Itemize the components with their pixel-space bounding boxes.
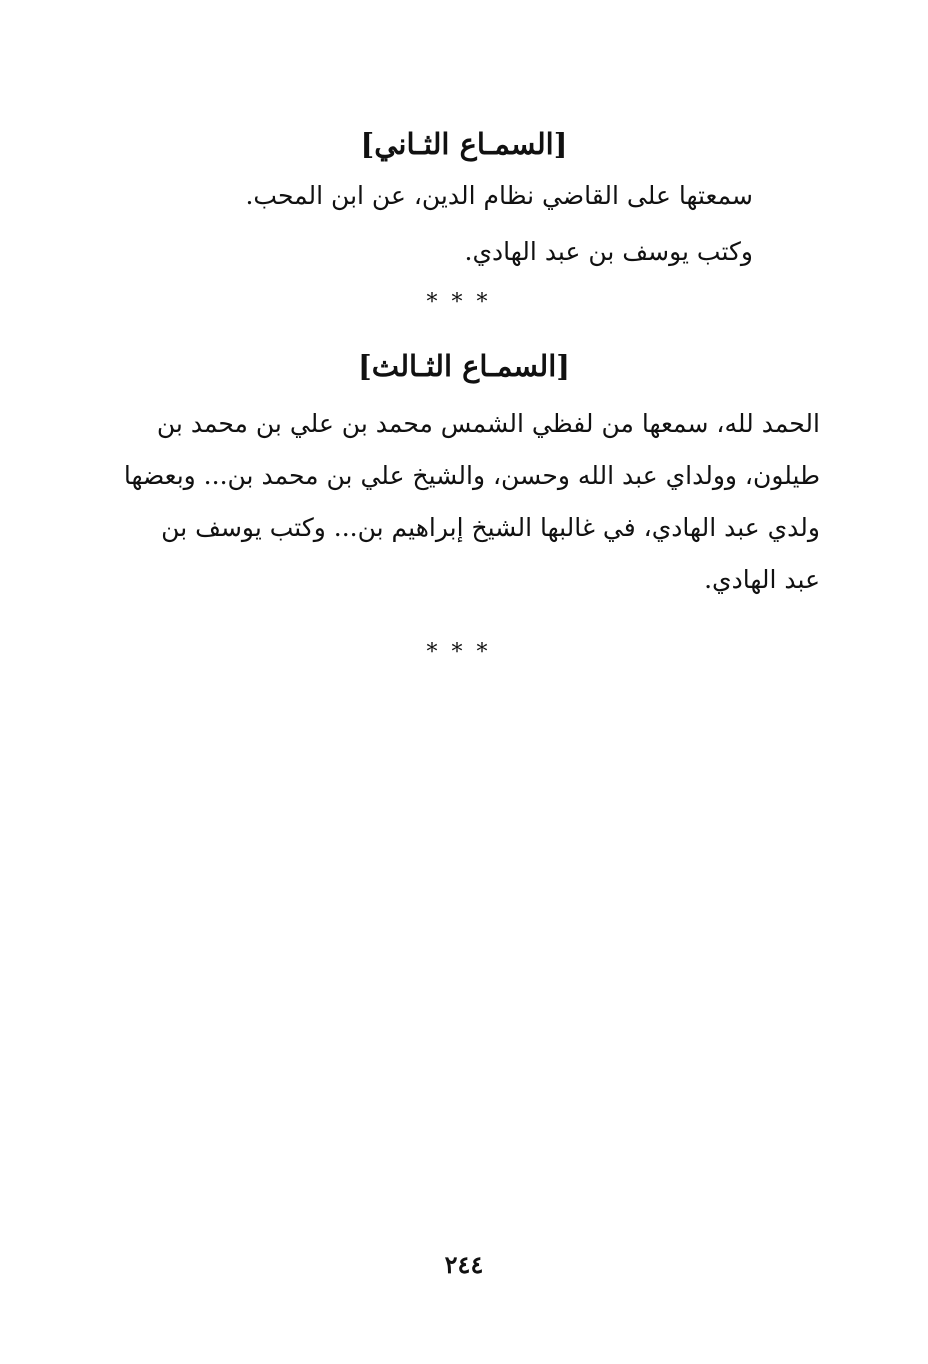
section-two-heading: [السمـاع الثـاني] (360, 127, 568, 161)
section-two-line: سمعتها على القاضي نظام الدين، عن ابن المحب. (245, 181, 753, 210)
separator-stars: *** (426, 290, 502, 315)
section-three-line: طيلون، وولداي عبد الله وحسن، والشيخ علي بن محمد بن... وبعضها (123, 461, 820, 490)
section-three-heading: [السمـاع الثـالث] (358, 349, 570, 383)
section-three-line: ولدي عبد الهادي، في غالبها الشيخ إبراهيم بن... وكتب يوسف بن (161, 513, 820, 542)
separator-stars: *** (426, 640, 502, 665)
section-three-line: الحمد لله، سمعها من لفظي الشمس محمد بن علي بن محمد بن (156, 409, 820, 438)
section-two-line: وكتب يوسف بن عبد الهادي. (464, 237, 753, 266)
section-three-line: عبد الهادي. (704, 565, 820, 594)
page-number: ٢٤٤ (444, 1250, 484, 1279)
